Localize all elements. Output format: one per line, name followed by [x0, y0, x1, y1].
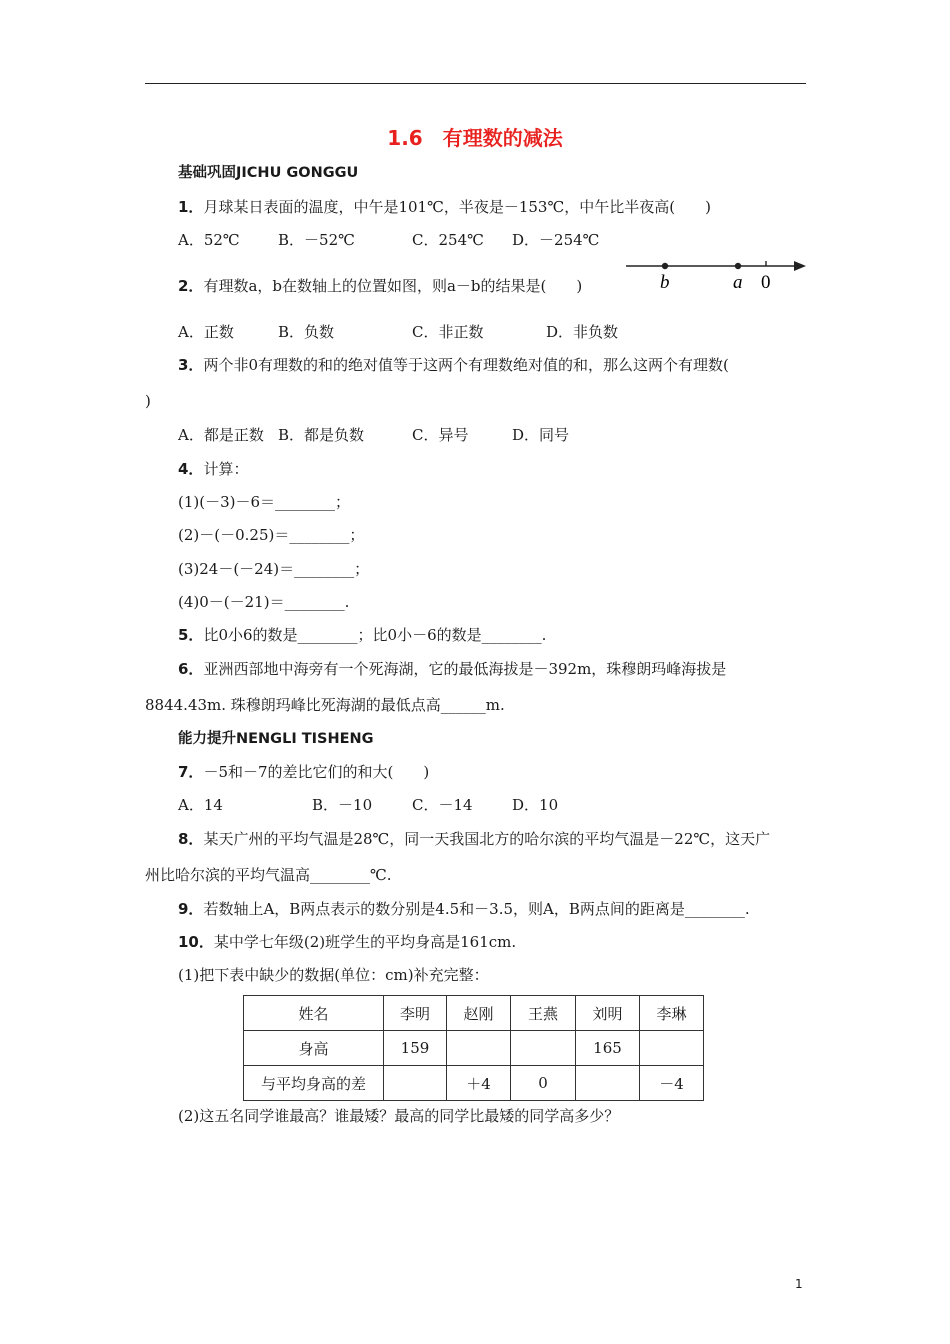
option-b: B．都是负数	[278, 426, 365, 444]
option-b: B．负数	[278, 323, 335, 341]
option-a: A．正数	[178, 323, 234, 341]
option-c: C．254℃	[412, 231, 484, 249]
table-cell: －4	[640, 1066, 704, 1101]
option-d: D．－254℃	[512, 231, 600, 249]
question-1	[178, 197, 711, 217]
question-6	[178, 659, 726, 679]
question-4	[178, 459, 248, 479]
calc-item-4: (4)0－(－21)＝________.	[178, 593, 350, 611]
table-cell: 李明	[384, 996, 447, 1031]
question-10-part-2: (2)这五名同学谁最高？谁最矮？最高的同学比最矮的同学高多少？	[178, 1107, 620, 1125]
point-a	[735, 263, 741, 269]
question-text: 两个非0有理数的和的绝对值等于这两个有理数绝对值的和，那么这两个有理数(	[203, 356, 729, 374]
option-d: D．非负数	[546, 323, 619, 341]
section-heading-advanced: 能力提升NENGLI TISHENG	[178, 731, 374, 747]
question-number: 2．	[178, 277, 204, 295]
question-number: 5．	[178, 626, 204, 644]
table-cell: 刘明	[576, 996, 640, 1031]
option-c: C．异号	[412, 426, 469, 444]
table-cell: 165	[576, 1031, 640, 1066]
option-d: D．10	[512, 796, 559, 814]
question-text: 若数轴上A，B两点表示的数分别是4.5和－3.5，则A，B两点间的距离是________.	[203, 900, 750, 918]
table-cell	[640, 1031, 704, 1066]
question-number: 10．	[178, 933, 214, 951]
question-3	[178, 355, 729, 375]
question-text: 月球某日表面的温度，中午是101℃，半夜是－153℃，中午比半夜高( )	[203, 198, 711, 216]
question-number: 4．	[178, 460, 204, 478]
header-rule	[145, 83, 806, 84]
label-b: b	[660, 272, 670, 293]
label-a: a	[733, 272, 743, 293]
page-number: 1	[795, 1277, 803, 1291]
table-cell: 王燕	[511, 996, 576, 1031]
question-3-continued: )	[145, 392, 151, 410]
question-5	[178, 625, 546, 645]
label-zero: 0	[761, 272, 771, 293]
question-9	[178, 899, 750, 919]
question-text: 比0小6的数是________；比0小－6的数是________.	[203, 626, 547, 644]
question-8	[178, 829, 770, 849]
question-text: 某中学七年级(2)班学生的平均身高是161cm.	[213, 933, 517, 951]
table-cell: 身高	[244, 1031, 384, 1066]
calc-item-2: (2)－(－0.25)＝________；	[178, 526, 365, 544]
question-10-part-1: (1)把下表中缺少的数据(单位：cm)补充完整：	[178, 966, 489, 984]
option-b: B．－52℃	[278, 231, 355, 249]
option-c: C．－14	[412, 796, 473, 814]
page-title: 1.6 有理数的减法	[387, 126, 563, 150]
question-text: 有理数a，b在数轴上的位置如图，则a－b的结果是( )	[203, 277, 583, 295]
table-cell: 姓名	[244, 996, 384, 1031]
question-10	[178, 932, 516, 952]
table-cell: 0	[511, 1066, 576, 1101]
table-cell: 李琳	[640, 996, 704, 1031]
table-cell	[576, 1066, 640, 1101]
arrow-head-icon	[794, 261, 806, 271]
number-line-figure	[624, 254, 810, 294]
option-b: B．－10	[312, 796, 373, 814]
option-d: D．同号	[512, 426, 570, 444]
question-number: 9．	[178, 900, 204, 918]
table-cell: 与平均身高的差	[244, 1066, 384, 1101]
option-a: A．52℃	[178, 231, 240, 249]
calc-item-1: (1)(－3)－6＝________；	[178, 493, 351, 511]
table-cell: ＋4	[447, 1066, 511, 1101]
table-cell	[511, 1031, 576, 1066]
option-a: A．都是正数	[178, 426, 264, 444]
table-cell: 159	[384, 1031, 447, 1066]
question-text: 亚洲西部地中海旁有一个死海湖，它的最低海拔是－392m，珠穆朗玛峰海拔是	[203, 660, 727, 678]
point-b	[662, 263, 668, 269]
question-number: 3．	[178, 356, 204, 374]
table-row	[244, 1066, 704, 1101]
question-8-continued: 州比哈尔滨的平均气温高________℃.	[145, 866, 392, 884]
table-row	[244, 996, 704, 1031]
table-row	[244, 1031, 704, 1066]
question-number: 7．	[178, 763, 204, 781]
calc-item-3: (3)24－(－24)＝________；	[178, 560, 370, 578]
question-text: 计算：	[203, 460, 249, 478]
question-text: 某天广州的平均气温是28℃，同一天我国北方的哈尔滨的平均气温是－22℃，这天广	[203, 830, 771, 848]
question-2	[178, 276, 582, 296]
option-c: C．非正数	[412, 323, 484, 341]
table-cell	[447, 1031, 511, 1066]
question-number: 8．	[178, 830, 204, 848]
section-heading-basic: 基础巩固JICHU GONGGU	[178, 165, 359, 181]
question-number: 6．	[178, 660, 204, 678]
height-table	[243, 995, 704, 1101]
question-6-continued: 8844.43m. 珠穆朗玛峰比死海湖的最低点高______m.	[145, 696, 505, 714]
table-cell	[384, 1066, 447, 1101]
question-text: －5和－7的差比它们的和大( )	[203, 763, 430, 781]
question-number: 1．	[178, 198, 204, 216]
table-cell: 赵刚	[447, 996, 511, 1031]
question-7	[178, 762, 429, 782]
option-a: A．14	[178, 796, 223, 814]
